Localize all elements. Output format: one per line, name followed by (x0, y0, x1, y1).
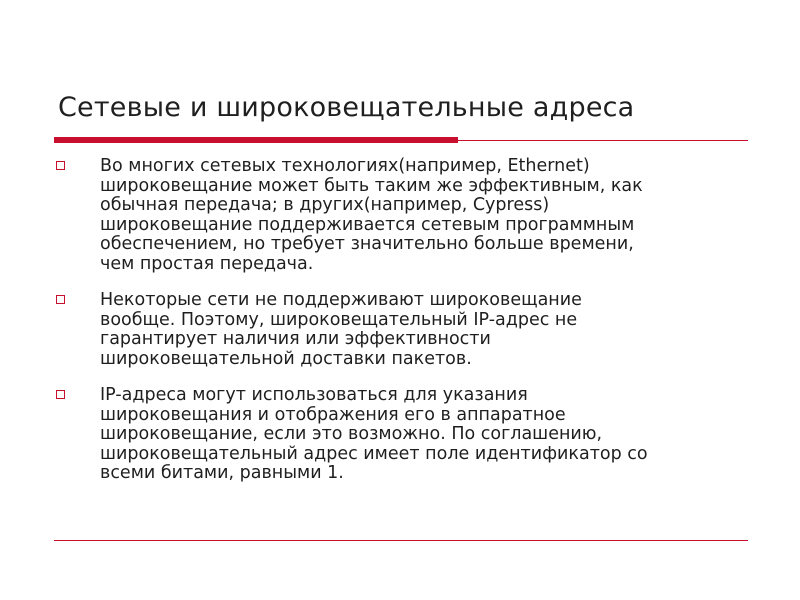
footer-divider-line (54, 540, 748, 541)
square-bullet-icon (56, 161, 65, 170)
slide-title: Сетевые и широковещательные адреса (58, 92, 635, 123)
bullet-item (54, 386, 744, 484)
bullet-text: IP-адреса могут использоваться для указания широковещания и отображения его в аппаратное широковещание, если это возможно. По соглашению, широковещательный адрес имеет поле идентификатор со всеми битами, равными 1. (100, 385, 648, 483)
square-bullet-icon (56, 390, 65, 399)
bullet-item (54, 291, 744, 369)
bullet-text: Во многих сетевых технологиях(например, Ethernet) широковещание может быть таким же эффективным, как обычная передача; в других(например, Cypress) широковещание поддерживается сетевым программным обеспечением, но требует значительно больше времени, чем простая передача. (100, 156, 643, 274)
title-accent-bar (54, 137, 458, 143)
bullet-item (54, 157, 744, 274)
bullet-text: Некоторые сети не поддерживают широковещание вообще. Поэтому, широковещательный IP-адрес не гарантирует наличия или эффективности широковещательной доставки пакетов. (100, 290, 582, 369)
square-bullet-icon (56, 295, 65, 304)
title-divider-line (458, 140, 748, 141)
bullet-list (54, 157, 744, 501)
